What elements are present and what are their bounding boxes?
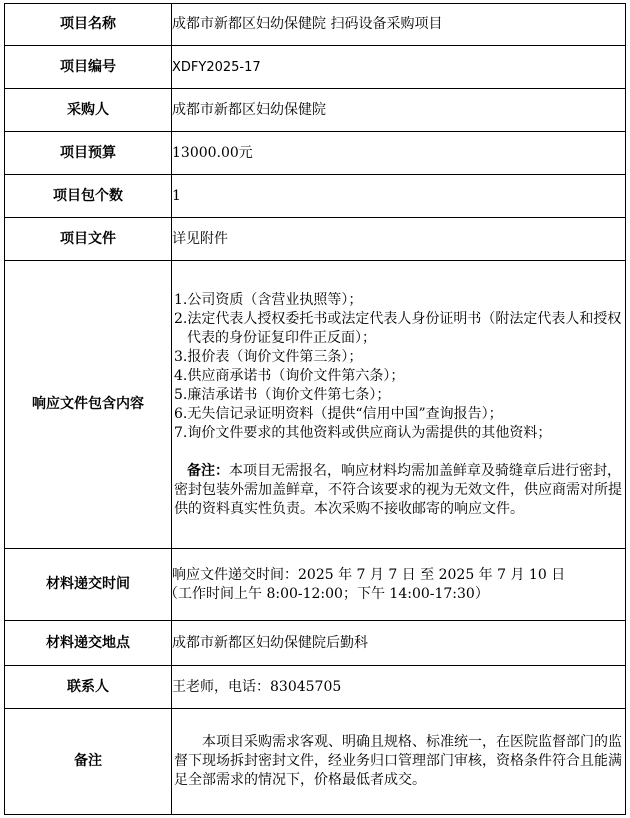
submit-time-label: 材料递交时间 — [5, 549, 172, 621]
project-file-value: 详见附件 — [172, 218, 626, 261]
project-file-label: 项目文件 — [5, 218, 172, 261]
row-submit-time — [5, 549, 626, 621]
row-purchaser — [5, 89, 626, 132]
row-contact — [5, 666, 626, 709]
remarks-label: 备注 — [5, 709, 172, 815]
project-name-label: 项目名称 — [5, 4, 172, 46]
remarks-value: 本项目采购需求客观、明确且规格、标准统一，在医院监督部门的监督下现场拆封密封文件，经业务归口管理部门审核，资格条件符合且能满足全部需求的情况下，价格最低者成交。 — [174, 734, 622, 788]
package-count-value: 1 — [172, 175, 626, 218]
response-docs-note — [174, 462, 624, 519]
response-doc-item: 5.廉洁承诺书（询价文件第七条）； — [174, 386, 391, 403]
project-info-table — [4, 3, 626, 815]
response-docs-content — [172, 261, 626, 549]
response-doc-item: 6.无失信记录证明资料（提供“信用中国”查询报告）； — [174, 405, 503, 422]
response-doc-item: 4.供应商承诺书（询价文件第六条）； — [174, 367, 405, 384]
submit-time-value — [164, 549, 626, 621]
row-response-docs — [5, 261, 626, 549]
budget-label: 项目预算 — [5, 132, 172, 175]
response-doc-item: 1.公司资质（含营业执照等）； — [174, 291, 363, 308]
submit-place-value: 成都市新都区妇幼保健院后勤科 — [172, 621, 626, 666]
project-code-value: XDFY2025-17 — [172, 46, 626, 89]
contact-label: 联系人 — [5, 666, 172, 709]
row-project-file — [5, 218, 626, 261]
row-package-count — [5, 175, 626, 218]
submit-time-line1: 响应文件递交时间：2025 年 7 月 7 日 至 2025 年 7 月 10 日 — [172, 566, 566, 583]
row-remarks — [5, 709, 626, 815]
project-name-value: 成都市新都区妇幼保健院 扫码设备采购项目 — [172, 4, 626, 46]
row-budget — [5, 132, 626, 175]
package-count-label: 项目包个数 — [5, 175, 172, 218]
budget-value: 13000.00元 — [172, 132, 626, 175]
response-doc-item: 7.询价文件要求的其他资料或供应商认为需提供的其他资料； — [174, 424, 552, 441]
submit-place-label: 材料递交地点 — [5, 621, 172, 666]
response-doc-item: 2.法定代表人授权委托书或法定代表人身份证明书（附法定代表人和授权代表的身份证复印件正反面）； — [174, 310, 622, 346]
row-project-name — [5, 4, 626, 46]
purchaser-value: 成都市新都区妇幼保健院 — [172, 89, 626, 132]
response-docs-label: 响应文件包含内容 — [5, 261, 172, 549]
row-submit-place — [5, 621, 626, 666]
response-docs-note-text: 本项目无需报名，响应材料均需加盖鲜章及骑缝章后进行密封，密封包装外需加盖鲜章，不符合该要求的视为无效文件，供应商需对所提供的资料真实性负责。本次采购不接收邮寄的响应文件。 — [174, 462, 622, 517]
submit-time-line2: （工作时间上午 8:00-12:00；下午 14:00-17:30） — [164, 585, 489, 602]
response-doc-item: 3.报价表（询价文件第三条）； — [174, 348, 363, 365]
row-project-code — [5, 46, 626, 89]
purchaser-label: 采购人 — [5, 89, 172, 132]
contact-value: 王老师，电话：83045705 — [172, 666, 626, 709]
remarks-content — [172, 709, 626, 815]
project-code-label: 项目编号 — [5, 46, 172, 89]
response-docs-note-label: 备注： — [187, 462, 229, 479]
